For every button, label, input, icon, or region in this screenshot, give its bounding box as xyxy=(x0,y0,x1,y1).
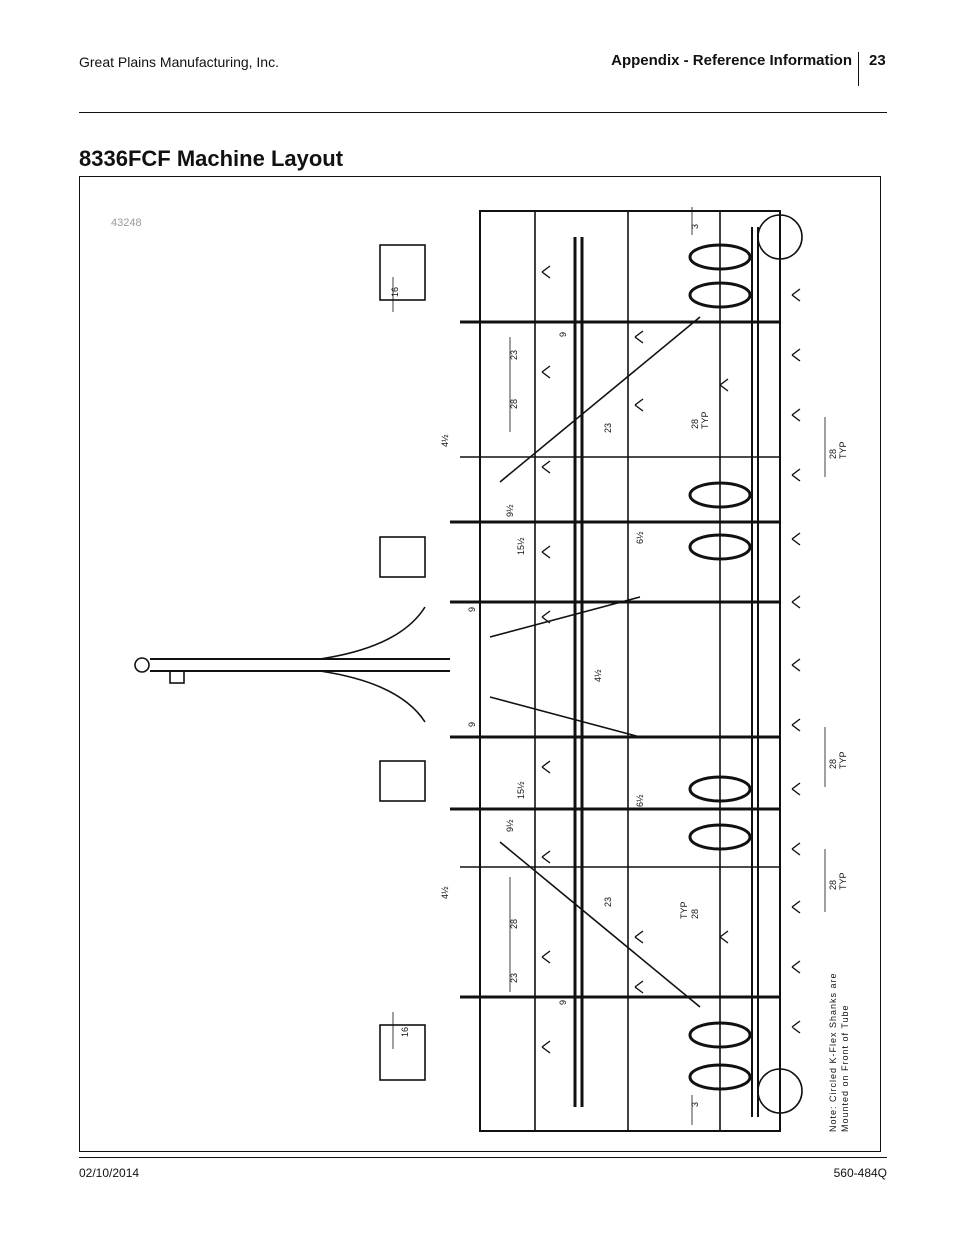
dim-6half-bottom: 6½ xyxy=(635,794,645,807)
header-company: Great Plains Manufacturing, Inc. xyxy=(79,54,279,70)
dim-9-mid-a: 9 xyxy=(467,606,477,612)
header-section: Appendix - Reference Information xyxy=(611,52,852,69)
dim-3-bottom: 3 xyxy=(690,1101,700,1107)
dim-9-mid-b: 9 xyxy=(467,721,477,727)
machine-layout-drawing xyxy=(80,177,880,1151)
dim-28-top: 28 xyxy=(509,398,519,409)
dim-4half-bottom: 4½ xyxy=(440,886,450,899)
dim-23-center-bottom: 23 xyxy=(603,896,613,907)
footer-date: 02/10/2014 xyxy=(79,1166,140,1180)
dim-9-bottom: 9 xyxy=(558,999,568,1005)
dim-3-top: 3 xyxy=(690,223,700,229)
dim-28-typ-inner-top: 28 xyxy=(690,418,700,429)
dim-typ-rear-2: TYP xyxy=(838,751,848,769)
note-line-1: Note: Circled K-Flex Shanks are xyxy=(828,972,838,1132)
header-divider xyxy=(858,52,859,86)
dim-15half-bottom: 15½ xyxy=(516,781,526,799)
dim-typ-rear-1: TYP xyxy=(838,441,848,459)
dim-16-top: 16 xyxy=(390,286,400,297)
dim-typ-rear-3: TYP xyxy=(838,872,848,890)
dim-23-bottom: 23 xyxy=(509,972,519,983)
dim-23-center-top: 23 xyxy=(603,422,613,433)
dim-28-bottom: 28 xyxy=(509,918,519,929)
page-title: 8336FCF Machine Layout xyxy=(79,146,344,171)
dim-28-typ-rear-2: 28 xyxy=(828,758,838,769)
dim-9-top: 9 xyxy=(558,331,568,337)
dim-23-top: 23 xyxy=(509,349,519,360)
dim-28-typ-rear-1: 28 xyxy=(828,448,838,459)
page-number: 23 xyxy=(869,52,886,69)
dim-9half-top: 9½ xyxy=(505,504,515,517)
dim-16-bottom: 16 xyxy=(400,1026,410,1037)
dim-28-typ-rear-3: 28 xyxy=(828,879,838,890)
dim-4half-mid: 4½ xyxy=(593,669,603,682)
dim-4half-top: 4½ xyxy=(440,434,450,447)
figure-box xyxy=(79,176,881,1152)
footer-doc-number: 560-484Q xyxy=(833,1166,887,1180)
header-rule xyxy=(79,112,887,113)
dim-9half-bottom: 9½ xyxy=(505,819,515,832)
dim-28-typ-inner-bottom: 28 xyxy=(690,908,700,919)
footer-rule xyxy=(79,1157,887,1158)
figure-number: 43248 xyxy=(111,217,142,229)
dim-6half-top: 6½ xyxy=(635,531,645,544)
dim-typ-inner-top: TYP xyxy=(700,411,710,429)
dim-typ-inner-bottom: TYP xyxy=(679,901,689,919)
dim-15half-top: 15½ xyxy=(516,537,526,555)
note-line-2: Mounted on Front of Tube xyxy=(840,1004,850,1132)
